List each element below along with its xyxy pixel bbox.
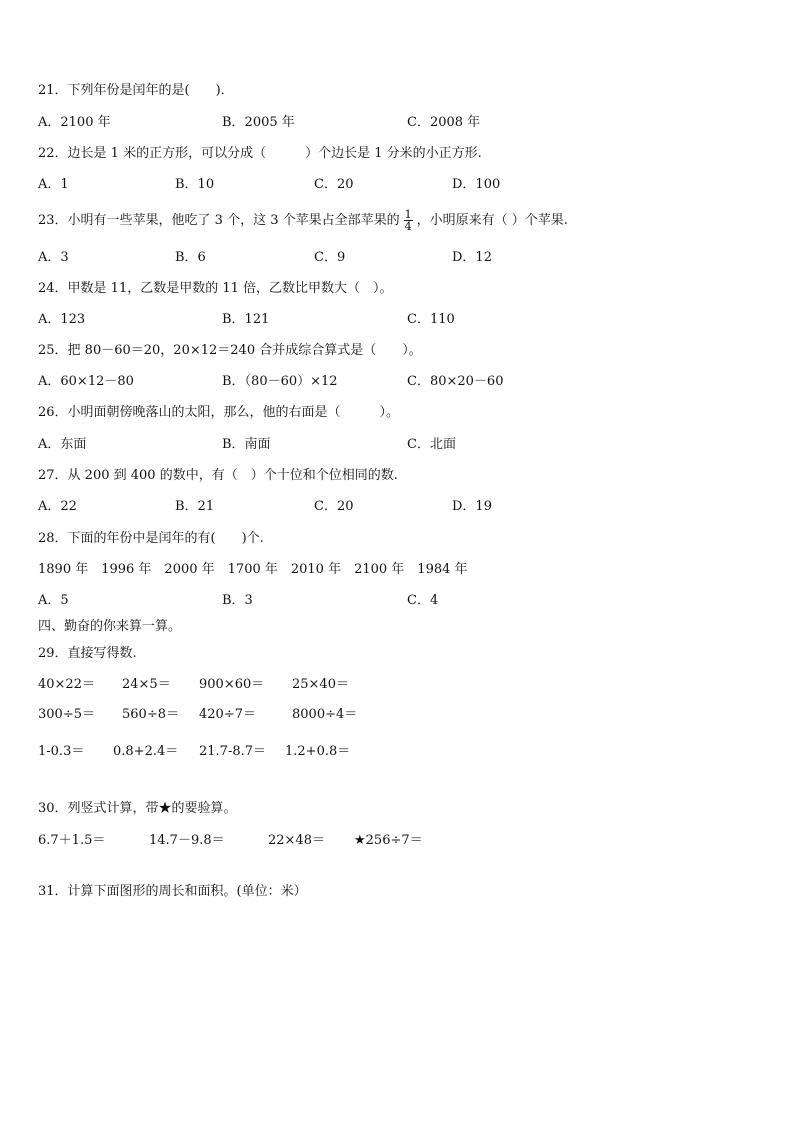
q29-r3-c1: 1-0.3＝	[38, 744, 85, 759]
q23-option-d: D．12	[452, 250, 492, 265]
q29-r1-c3: 900×60＝	[199, 677, 265, 692]
question-26-stem: 26．小明面朝傍晚落山的太阳，那么，他的右面是（ ）。	[38, 405, 400, 420]
q28-year-list: 1890 年 1996 年 2000 年 1700 年 2010 年 2100 年 1984 年	[38, 562, 468, 577]
q21-option-a: A．2100 年	[38, 115, 111, 130]
q24-option-a: A．123	[38, 312, 86, 327]
q25-option-c: C．80×20－60	[407, 374, 504, 389]
q21-option-c: C．2008 年	[407, 115, 481, 130]
question-28-stem: 28．下面的年份中是闰年的有( )个.	[38, 531, 264, 546]
section-4-title: 四、勤奋的你来算一算。	[38, 619, 182, 634]
q27-option-d: D．19	[452, 499, 492, 514]
q29-r2-c2: 560÷8＝	[122, 707, 179, 722]
question-30-stem: 30．列竖式计算，带★的要验算。	[38, 801, 237, 816]
q28-option-a: A．5	[38, 593, 69, 608]
q22-option-c: C．20	[314, 177, 354, 192]
q27-option-c: C．20	[314, 499, 354, 514]
question-24-stem: 24．甲数是 11，乙数是甲数的 11 倍，乙数比甲数大（ ）。	[38, 281, 393, 296]
q22-option-a: A．1	[38, 177, 69, 192]
q30-item-4: ★256÷7＝	[354, 833, 423, 848]
q24-option-b: B．121	[222, 312, 270, 327]
question-25-stem: 25．把 80－60＝20，20×12＝240 合并成综合算式是（ ）。	[38, 343, 422, 358]
q25-option-b: B．（80－60）×12	[222, 374, 338, 389]
q29-r3-c3: 21.7-8.7＝	[199, 744, 267, 759]
q29-r1-c2: 24×5＝	[122, 677, 171, 692]
q26-option-a: A．东面	[38, 437, 87, 452]
fraction-numerator: 1	[404, 208, 412, 221]
q29-r2-c1: 300÷5＝	[38, 707, 95, 722]
question-23-stem	[38, 206, 568, 236]
question-21-stem: 21．下列年份是闰年的是( )．	[38, 83, 234, 98]
q21-option-b: B．2005 年	[222, 115, 295, 130]
q25-option-a: A．60×12－80	[38, 374, 134, 389]
fraction-one-quarter	[404, 209, 413, 232]
q29-r3-c4: 1.2+0.8＝	[285, 744, 351, 759]
q26-option-c: C．北面	[407, 437, 456, 452]
q23-stem-after: ，小明原来有（ ）个苹果.	[416, 213, 568, 228]
q23-option-a: A．3	[38, 250, 69, 265]
q30-item-2: 14.7－9.8＝	[149, 833, 225, 848]
question-29-stem: 29．直接写得数.	[38, 646, 137, 661]
q28-option-c: C．4	[407, 593, 439, 608]
q29-r2-c3: 420÷7＝	[199, 707, 256, 722]
q27-option-a: A．22	[38, 499, 77, 514]
q23-option-c: C．9	[314, 250, 346, 265]
q24-option-c: C．110	[407, 312, 455, 327]
q23-option-b: B．6	[175, 250, 206, 265]
question-27-stem: 27．从 200 到 400 的数中，有（ ）个十位和个位相同的数.	[38, 468, 398, 483]
q30-item-3: 22×48＝	[268, 833, 325, 848]
q27-option-b: B．21	[175, 499, 215, 514]
q28-option-b: B．3	[222, 593, 253, 608]
q23-stem-before: 23．小明有一些苹果，他吃了 3 个，这 3 个苹果占全部苹果的	[38, 213, 400, 228]
question-31-stem: 31．计算下面图形的周长和面积。(单位：米）	[38, 884, 307, 899]
q26-option-b: B．南面	[222, 437, 271, 452]
question-22-stem: 22．边长是 1 米的正方形，可以分成（ ）个边长是 1 分米的小正方形.	[38, 146, 482, 161]
q29-r3-c2: 0.8+2.4＝	[113, 744, 179, 759]
q22-option-b: B．10	[175, 177, 215, 192]
q30-item-1: 6.7＋1.5＝	[38, 833, 106, 848]
fraction-denominator: 4	[404, 220, 412, 233]
q29-r1-c4: 25×40＝	[292, 677, 349, 692]
q29-r2-c4: 8000÷4＝	[292, 707, 358, 722]
q22-option-d: D．100	[452, 177, 501, 192]
q29-r1-c1: 40×22＝	[38, 677, 95, 692]
